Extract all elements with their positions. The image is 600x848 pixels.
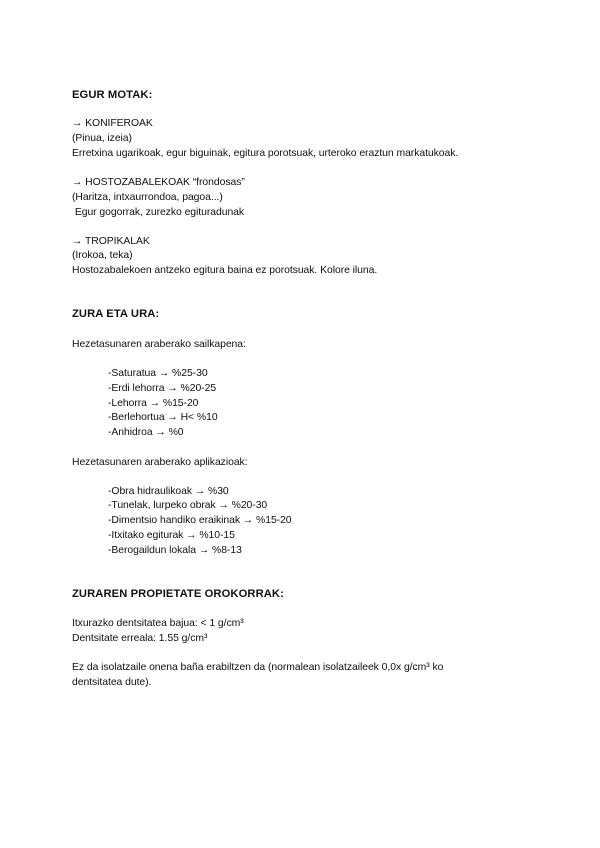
tropikalak-title: → TROPIKALAK	[72, 236, 150, 247]
isolatzaile-note-line-1: Ez da isolatzaile onena baña erabiltzen da (normalean isolatzaileek 0,0x g/cm³ ko	[72, 662, 444, 673]
list-item: -Berogaildun lokala → %8-13	[108, 545, 242, 556]
hostozabalekoak-description: Egur gogorrak, zurezko egituradunak	[72, 207, 245, 218]
koniferoak-title: → KONIFEROAK	[72, 118, 153, 129]
koniferoak-description: Erretxina ugarikoak, egur biguinak, egitura porotsuak, urteroko eraztun markatukoak.	[72, 148, 459, 159]
list-item: -Lehorra → %15-20	[108, 398, 199, 409]
section-heading-propietateak: ZURAREN PROPIETATE OROKORRAK:	[72, 588, 284, 600]
list-item: -Saturatua → %25-30	[108, 368, 208, 379]
isolatzaile-note-line-2: dentsitatea dute).	[72, 677, 152, 688]
list-item: -Berlehortua → H< %10	[108, 412, 218, 423]
list-item: -Anhidroa → %0	[108, 427, 184, 438]
tropikalak-description: Hostozabalekoen antzeko egitura baina ez porotsuak. Kolore iluna.	[72, 265, 378, 276]
hostozabalekoak-title: → HOSTOZABALEKOAK “frondosas”	[72, 177, 245, 188]
dentsitate-erreala: Dentsitate erreala: 1.55 g/cm³	[72, 633, 208, 644]
sailkapena-label: Hezetasunaren araberako sailkapena:	[72, 339, 246, 350]
hostozabalekoak-examples: (Haritza, intxaurrondoa, pagoa...)	[72, 192, 223, 203]
section-heading-zura-eta-ura: ZURA ETA URA:	[72, 308, 160, 320]
list-item: -Dimentsio handiko eraikinak → %15-20	[108, 515, 292, 526]
tropikalak-examples: (Irokoa, teka)	[72, 250, 133, 261]
aplikazioak-label: Hezetasunaren araberako aplikazioak:	[72, 457, 248, 468]
koniferoak-examples: (Pinua, izeia)	[72, 133, 132, 144]
itxurazko-dentsitatea: Itxurazko dentsitatea bajua: < 1 g/cm³	[72, 618, 244, 629]
list-item: -Itxitako egiturak → %10-15	[108, 530, 235, 541]
section-heading-egur-motak: EGUR MOTAK:	[72, 89, 153, 101]
list-item: -Tunelak, lurpeko obrak → %20-30	[108, 500, 268, 511]
list-item: -Obra hidraulikoak → %30	[108, 486, 229, 497]
list-item: -Erdi lehorra → %20-25	[108, 383, 217, 394]
